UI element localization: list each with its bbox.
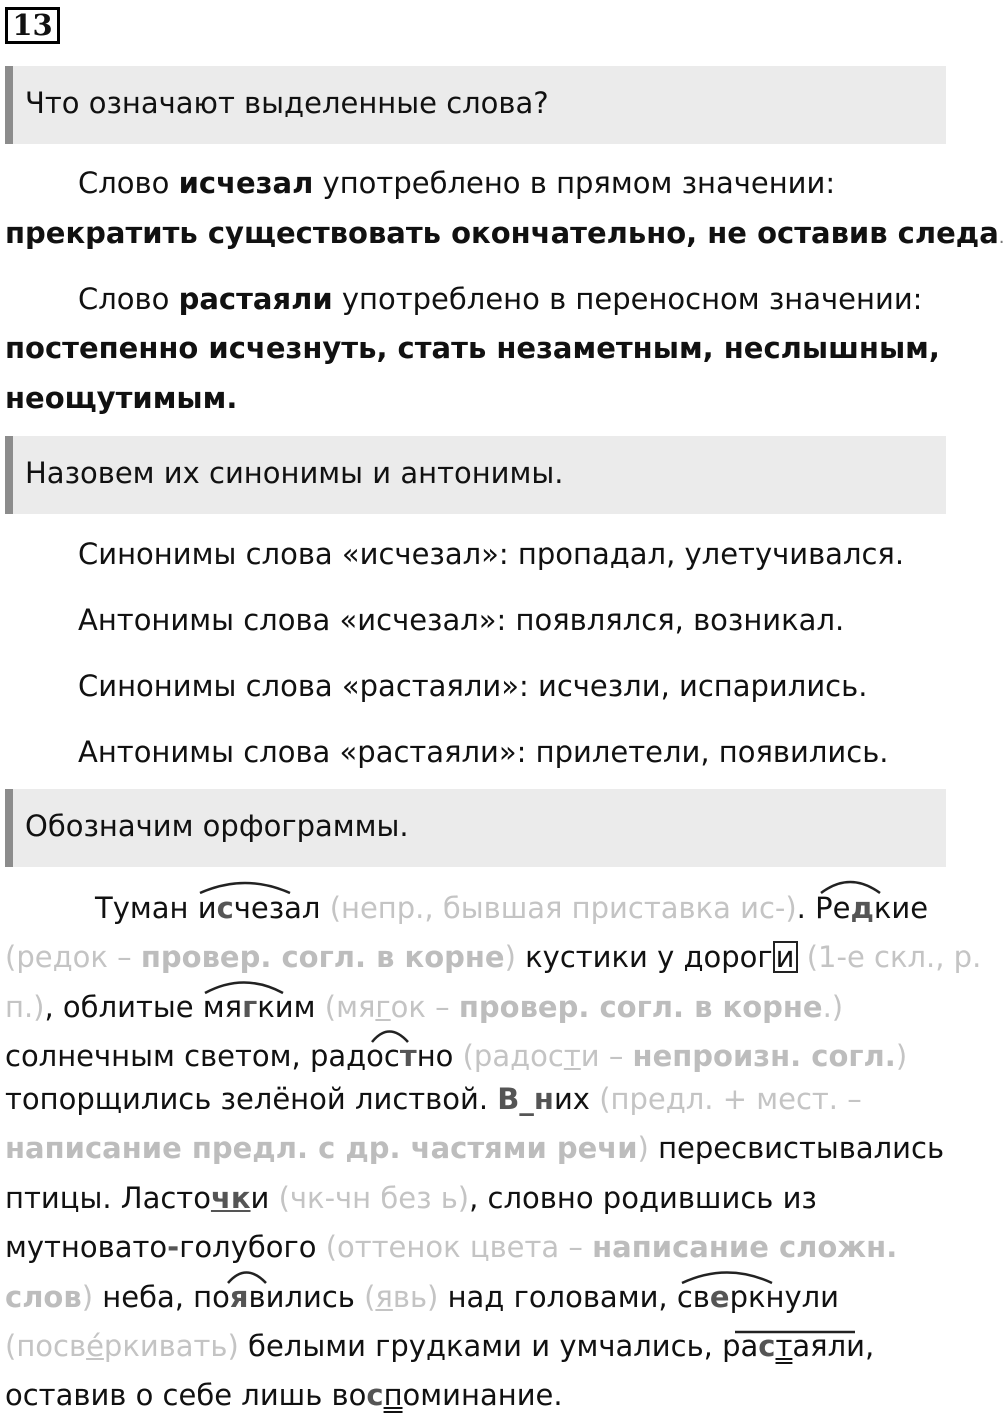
text-run: , словно родившись из (469, 1181, 817, 1215)
hint: е (86, 1329, 104, 1363)
hint: (1-е скл., р. (797, 940, 982, 974)
text-run: оминание. (402, 1378, 563, 1412)
section-header-text: Что означают выделенные слова? (25, 86, 549, 120)
antonym-line: Антонимы слова «растаяли»: прилетели, появились. (78, 735, 889, 769)
orthogram-letter: - (167, 1230, 180, 1264)
hint-rule: написание сложн. (592, 1230, 898, 1264)
hint: (ре (5, 940, 53, 974)
orthogram-letter: _ (519, 1082, 534, 1116)
hint: г (375, 990, 391, 1024)
hint: ок – (390, 990, 459, 1024)
orthogram-letter: т (775, 1329, 793, 1363)
meaning-line-1 (78, 166, 835, 200)
text-run: аяли, (792, 1329, 875, 1363)
hint: ) (81, 1280, 94, 1314)
orthogram-letter: е (709, 1280, 730, 1314)
text-run: ким (257, 990, 325, 1024)
text-line-1 (95, 891, 928, 925)
hint-rule: провер. согл. в корне (458, 990, 823, 1024)
text-run: Слово (78, 166, 179, 200)
hint-rule: непроизн. согл. (632, 1039, 896, 1073)
text-run: и (250, 1181, 279, 1215)
orthogram-letter: г (242, 990, 258, 1024)
highlighted-word: исчезал (178, 166, 314, 200)
hint: ок – (72, 940, 141, 974)
text-run: мутновато (5, 1230, 168, 1264)
text-line-7 (5, 1181, 817, 1215)
text-line-4 (5, 1039, 907, 1073)
text-line-5 (5, 1082, 862, 1116)
text-line-11 (5, 1378, 563, 1412)
hint: я (375, 1280, 393, 1314)
hint: (оттенок цвета – (325, 1230, 593, 1264)
meaning-definition-1 (5, 216, 1005, 250)
text-line-10 (5, 1329, 874, 1363)
orthogram-letter: с (758, 1329, 776, 1363)
text-run: но (416, 1039, 463, 1073)
text-run: топорщились зелёной листвой. (5, 1082, 498, 1116)
hint: ) (637, 1131, 649, 1165)
hint: и – (580, 1039, 633, 1073)
text-run: солнечным светом, радо (5, 1039, 384, 1073)
ending-box: и (773, 941, 798, 973)
meaning-definition-2b: неощутимым. (5, 381, 238, 415)
text-run: , облитые мя (44, 990, 243, 1024)
text-run: оставив о себе лишь во (5, 1378, 367, 1412)
meaning-definition-2a: постепенно исчезнуть, стать незаметным, неслышным, (5, 331, 940, 365)
synonym-line: Синонимы слова «исчезал»: пропадал, улетучивался. (78, 537, 905, 571)
hint: ) (504, 940, 516, 974)
meaning-line-2 (78, 282, 922, 316)
task-number: 13 (5, 7, 60, 44)
text-run: над головами, св (438, 1280, 710, 1314)
orthogram-letter: с (216, 891, 234, 925)
orthogram-letter: п (383, 1378, 403, 1412)
text-line-3 (5, 990, 843, 1024)
text-run: их (553, 1082, 600, 1116)
text-run: неба, по (93, 1280, 230, 1314)
section-header-text: Обозначим орфограммы. (25, 809, 409, 843)
text-run: белыми грудками и умчались, ра (238, 1329, 759, 1363)
hint: вь) (392, 1280, 439, 1314)
hint: п.) (5, 990, 45, 1024)
section-header-meaning (5, 66, 946, 144)
orthogram-letter: т (399, 1039, 417, 1073)
text-run: ркнули (729, 1280, 840, 1314)
text-run: . (998, 227, 1005, 248)
definition-text: прекратить существовать окончательно, не оставив следа (5, 216, 999, 250)
hint-rule: провер. согл. в корне (140, 940, 505, 974)
orthogram-letter: с (366, 1378, 384, 1412)
hint: ́ркивать) (103, 1329, 239, 1363)
text-line-9 (5, 1280, 839, 1314)
hint-rule: слов (5, 1280, 82, 1314)
orthogram-letter: н (533, 1082, 554, 1116)
text-run: голубого (179, 1230, 326, 1264)
hint: (предл. + мест. – (599, 1082, 862, 1116)
text-run: кустики у дорог (515, 940, 773, 974)
text-run: птицы. Ласто (5, 1181, 211, 1215)
text-run: Слово (78, 282, 179, 316)
hint: (посв (5, 1329, 87, 1363)
hint: д (52, 940, 73, 974)
section-header-text: Назовем их синонимы и антонимы. (25, 456, 564, 490)
text-line-6 (5, 1131, 944, 1165)
orthogram-letter: чк (210, 1181, 251, 1215)
hint: ( (364, 1280, 376, 1314)
text-line-8 (5, 1230, 897, 1264)
hint: (чк-чн без ь) (278, 1181, 470, 1215)
orthogram-letter: д (850, 891, 874, 925)
text-run: . Ре (796, 891, 851, 925)
section-header-synonyms (5, 436, 946, 514)
text-run: Туман и (95, 891, 217, 925)
hint: .) (822, 990, 844, 1024)
text-run: употреблено в прямом значении: (313, 166, 836, 200)
orthogram-letter: В (497, 1082, 520, 1116)
section-header-spelling (5, 789, 946, 867)
hint: ) (895, 1039, 908, 1073)
text-line-2 (5, 940, 981, 974)
antonym-line: Антонимы слова «исчезал»: появлялся, возникал. (78, 603, 845, 637)
text-run: пересвистывались (648, 1131, 945, 1165)
hint-rule: написание предл. с др. частями речи (5, 1131, 638, 1165)
hint: (мя (324, 990, 376, 1024)
hint: (радос (462, 1039, 564, 1073)
text-run: чезал (233, 891, 330, 925)
hint: (непр., бывшая приставка ис-) (329, 891, 797, 925)
text-run: употреблено в переносном значении: (332, 282, 923, 316)
text-run: с (383, 1039, 400, 1073)
text-run: кие (873, 891, 929, 925)
highlighted-word: растаяли (178, 282, 333, 316)
hint: т (563, 1039, 581, 1073)
synonym-line: Синонимы слова «растаяли»: исчезли, испарились. (78, 669, 868, 703)
text-run: вились (248, 1280, 365, 1314)
orthogram-letter: я (229, 1280, 249, 1314)
